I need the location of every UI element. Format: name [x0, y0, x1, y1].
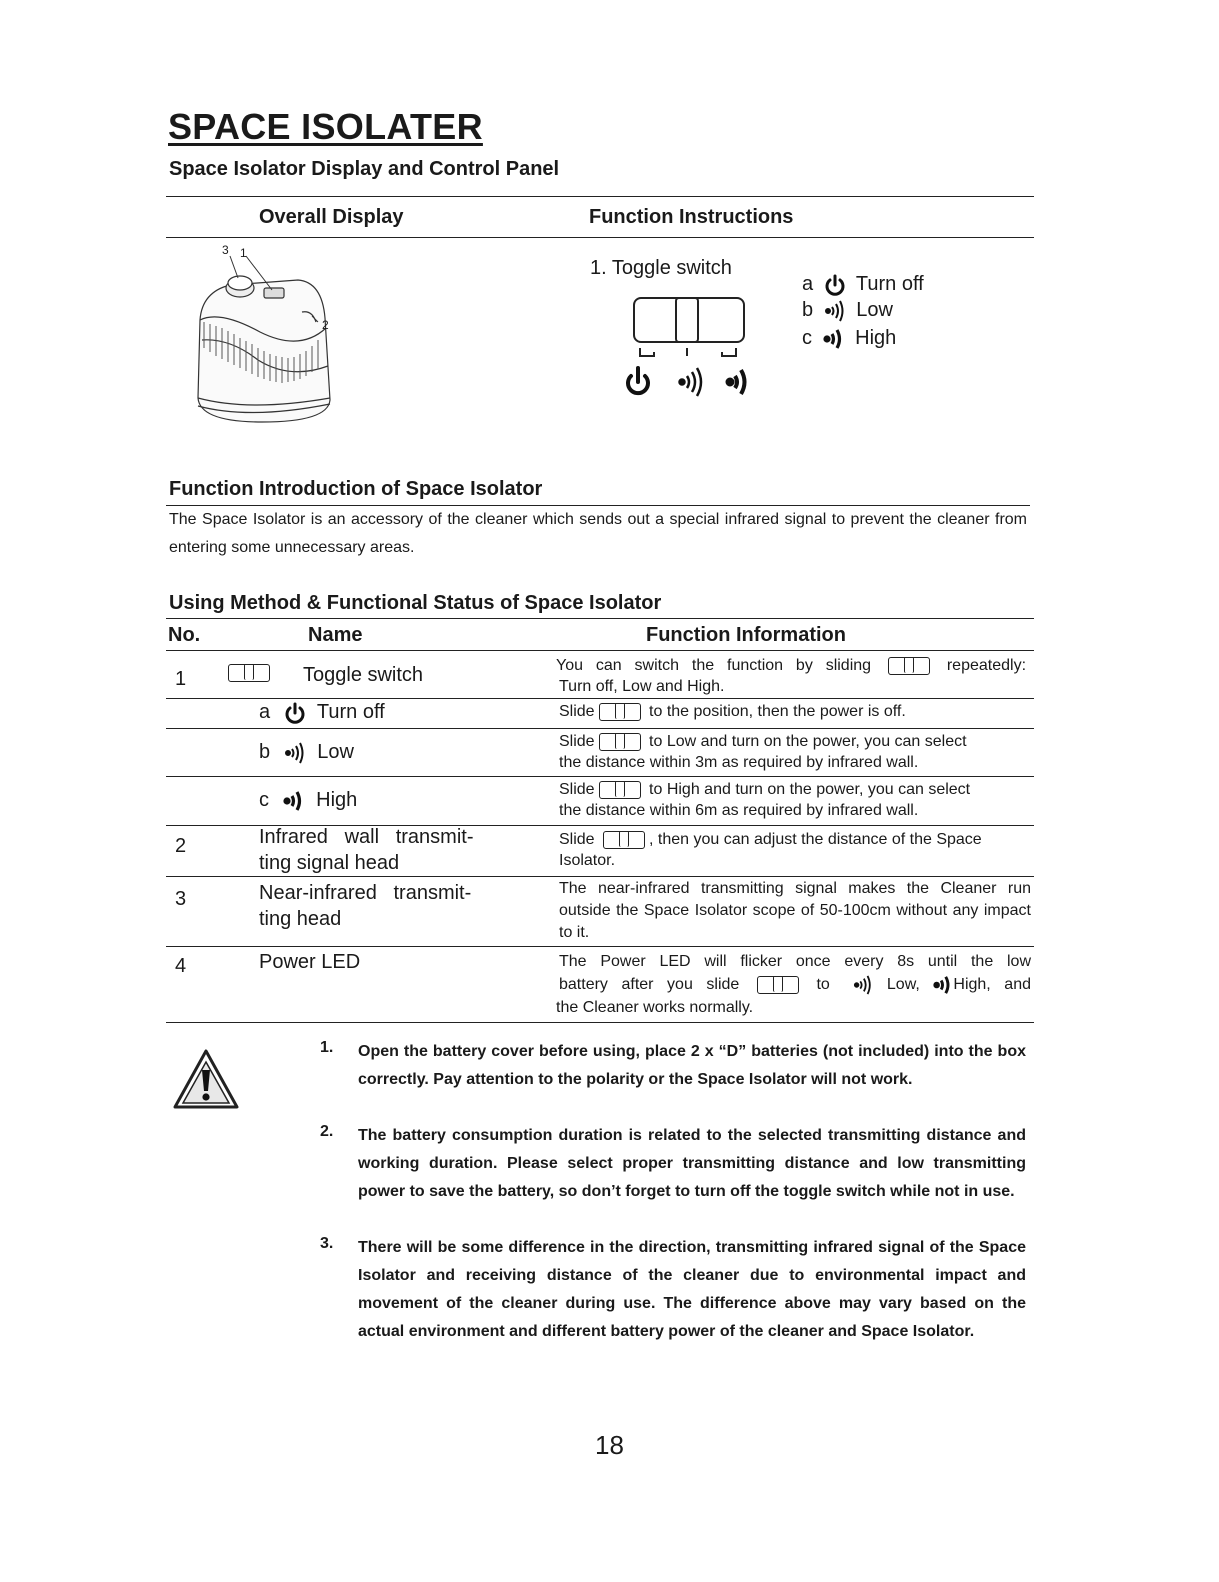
intro-heading: Function Introduction of Space Isolator — [169, 478, 543, 500]
divider — [166, 946, 1034, 947]
page-number: 18 — [595, 1430, 624, 1460]
divider — [166, 618, 1034, 619]
row-info: Slide , then you can adjust the distance of the Space Isolator. — [559, 831, 982, 869]
row-info: Slide to the position, then the power is off. — [559, 703, 906, 720]
space-isolator-device-illustration — [190, 240, 350, 430]
legend-item: b Low — [802, 299, 893, 321]
warning-text: There will be some difference in the direction, transmitting infrared signal of the Space Isolator and receiving distance of the cleaner due to environmental impact and movement of the cleaner during use. The difference above may vary based on the actual environment and different battery power of the cleaner and Space Isolator. — [358, 1239, 1026, 1340]
callout-label: 1 — [240, 246, 247, 260]
row-info: The near-infrared transmitting signal makes the Cleaner run outside the Space Isolator scope of 50-100cm without any impact to it. — [559, 880, 1031, 941]
signal-high-icon — [283, 790, 305, 812]
row-sub-item: c High — [259, 789, 358, 811]
row-name: Near-infrared transmit- ting head — [259, 882, 472, 930]
row-name: Toggle switch — [303, 664, 424, 686]
warning-number: 2. — [320, 1123, 334, 1140]
col-header-name: Name — [308, 624, 363, 646]
divider — [166, 650, 1034, 651]
signal-low-icon — [853, 975, 873, 995]
row-number: 3 — [175, 888, 187, 910]
overall-display-header: Overall Display — [259, 206, 404, 228]
page-title: SPACE ISOLATER — [168, 106, 483, 147]
warning-number: 1. — [320, 1039, 334, 1056]
col-header-info: Function Information — [646, 624, 846, 646]
section-subtitle: Space Isolator Display and Control Panel — [169, 158, 560, 180]
callout-label: 2 — [322, 318, 329, 332]
divider — [166, 876, 1034, 877]
legend-item: a Turn off — [802, 273, 924, 295]
divider — [166, 196, 1034, 197]
row-number: 4 — [175, 955, 187, 977]
row-info: Slide to High and turn on the power, you can select the distance within 6m as required by infrared wall. — [559, 781, 971, 819]
row-number: 2 — [175, 835, 187, 857]
row-info: The Power LED will flicker once every 8s until the low battery after you slide to Low, High, and the Cleaner works normally. — [556, 953, 1031, 1016]
divider — [166, 237, 1034, 238]
function-instructions-header: Function Instructions — [589, 206, 794, 228]
col-header-no: No. — [168, 624, 201, 646]
divider — [166, 728, 1034, 729]
warning-text: The battery consumption duration is related to the selected transmitting distance and working duration. Please select proper transmitting distance and low transmitting power to save the battery, so don’t forget to turn off the toggle switch while not in use. — [358, 1127, 1026, 1200]
signal-high-icon — [823, 328, 845, 350]
signal-high-icon — [728, 370, 745, 394]
row-info: Slide to Low and turn on the power, you can select the distance within 3m as required by infrared wall. — [559, 733, 967, 771]
row-sub-item: b Low — [259, 741, 354, 763]
row-number: 1 — [175, 668, 187, 690]
signal-low-icon — [824, 300, 846, 322]
signal-low-icon — [680, 368, 702, 396]
power-icon — [628, 368, 648, 393]
intro-paragraph: The Space Isolator is an accessory of the cleaner which sends out a special infrared signal to prevent the cleaner from entering some unnecessary areas. — [169, 511, 1027, 556]
legend-item: c High — [802, 327, 897, 349]
warning-number: 3. — [320, 1235, 334, 1252]
signal-high-icon — [933, 975, 953, 995]
using-heading: Using Method & Functional Status of Space Isolator — [169, 592, 662, 614]
power-icon — [824, 274, 846, 296]
toggle-switch-item: 1. Toggle switch — [590, 257, 732, 279]
power-icon — [284, 702, 306, 724]
warning-text: Open the battery cover before using, place 2 x “D” batteries (not included) into the box correctly. Pay attention to the polarity or the Space Isolator will not work. — [358, 1043, 1026, 1088]
row-sub-item: a Turn off — [259, 701, 385, 723]
divider — [166, 1022, 1034, 1023]
toggle-switch-diagram — [620, 290, 760, 402]
signal-low-icon — [284, 742, 306, 764]
callout-label: 3 — [222, 243, 229, 257]
warning-icon — [172, 1048, 240, 1110]
divider — [166, 776, 1034, 777]
row-info: You can switch the function by sliding repeatedly: Turn off, Low and High. — [556, 657, 1027, 695]
toggle-switch-icon — [228, 664, 270, 682]
row-name: Infrared wall transmit- ting signal head — [259, 826, 474, 874]
row-name: Power LED — [259, 951, 361, 973]
